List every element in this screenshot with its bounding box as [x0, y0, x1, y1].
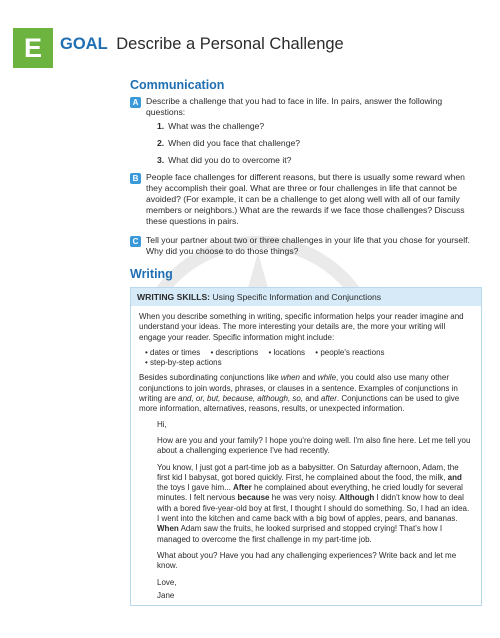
question-item: 3. What did you do to overcome it?	[157, 155, 292, 165]
lesson-header	[0, 28, 500, 68]
letter-greeting: Hi,	[157, 419, 167, 429]
exercise-a-badge: A	[130, 97, 141, 108]
letter-paragraph: How are you and your family? I hope you're doing well. I'm also fine here. Let me tell you about a challenging experience I've had recently.	[157, 435, 471, 456]
goal-line	[60, 35, 344, 54]
letter-signature: Jane	[157, 590, 175, 600]
skills-intro: When you describe something in writing, specific information helps your reader imagine and understand your ideas. The more interesting your details are, the more your writing will engage your reader. Specific information might include:	[139, 312, 464, 342]
writing-skills-body	[131, 306, 481, 605]
bullet-item: • descriptions	[210, 347, 259, 357]
conjunctions-paragraph: Besides subordinating conjunctions like when and while, you could also use many other conjunctions to join words, phrases, or clauses in a sentence. Examples of conjunctions in writing are and, or, but, because, although, so, and after. Conjunctions can be used to give more information, alternatives, reasons, results, or unexpected information.	[139, 373, 460, 414]
goal-title: Describe a Personal Challenge	[116, 35, 344, 53]
communication-heading: Communication	[130, 78, 225, 92]
exercise-b	[130, 172, 482, 227]
bullet-item: • dates or times	[145, 347, 201, 357]
writing-skills-title: WRITING SKILLS: Using Specific Information and Conjunctions	[131, 288, 481, 306]
writing-heading: Writing	[130, 267, 173, 281]
detail-bullets	[139, 348, 473, 369]
bullet-item: • locations	[268, 347, 306, 357]
sample-letter	[139, 420, 473, 601]
lesson-letter-badge: E	[13, 28, 53, 68]
letter-paragraph: What about you? Have you had any challenging experiences? Write back and let me know.	[157, 550, 457, 571]
exercise-b-text: People face challenges for different reasons, but there is usually some reward when they accomplish their goal. What are three or four challenges in life that cannot be avoided? (For example, it can be a challenge to get along well with all of our family members or neighbors.) What are the rewards if we face those challenges? Discuss these questions in pairs.	[146, 172, 465, 226]
lesson-content	[130, 78, 482, 606]
question-list	[146, 121, 482, 166]
writing-skills-box	[130, 287, 482, 606]
exercise-a	[130, 96, 482, 166]
goal-label: GOAL	[60, 35, 108, 53]
question-item: 1. What was the challenge?	[157, 121, 265, 131]
exercise-c-text: Tell your partner about two or three challenges in your life that you chose for yourself. Why did you choose to do those things?	[146, 235, 470, 256]
letter-closing: Love,	[157, 577, 177, 587]
bullet-item: • step-by-step actions	[145, 358, 222, 368]
exercise-c	[130, 235, 482, 257]
letter-paragraph: You know, I just got a part-time job as a babysitter. On Saturday afternoon, Adam, the first kid I babysat, got bored quickly. First, he complained about the food, the milk, and the toys I gave him... After he complained about everything, he cried loudly for several minutes. I felt nervous because he was very noisy. Although I didn't know how to deal with a bored five-year-old boy at first, I thought I should do something. So, I had an idea. I went into the kitchen and came back with a big bowl of apples, pears, and bananas. When Adam saw the fruits, he looked surprised and stopped crying! That's how I managed to overcome the first challenge in my part-time job.	[157, 462, 470, 544]
exercise-a-text: Describe a challenge that you had to face in life. In pairs, answer the following questions:	[146, 96, 443, 117]
question-item: 2. When did you face that challenge?	[157, 138, 301, 148]
exercise-c-badge: C	[130, 236, 141, 247]
exercise-b-badge: B	[130, 173, 141, 184]
bullet-item: • people's reactions	[315, 347, 385, 357]
